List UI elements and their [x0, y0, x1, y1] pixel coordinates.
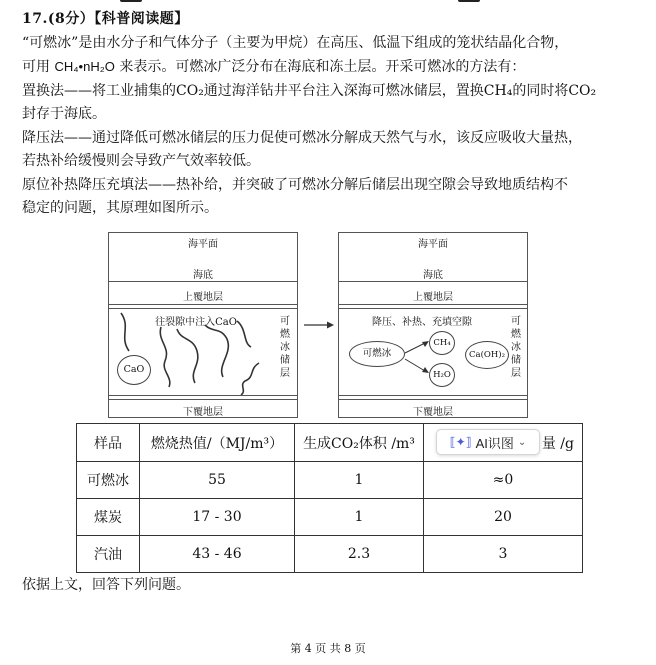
table-cell: 55 — [140, 462, 295, 499]
diagram-right-panel — [338, 232, 528, 418]
right-sea-floor-line — [339, 281, 527, 282]
table-cell: 43 - 46 — [140, 536, 295, 573]
table-cell: 1 — [295, 499, 424, 536]
chevron-down-icon: ⌄ — [517, 436, 527, 448]
right-caoh2-circle: Ca(OH)₂ — [465, 341, 509, 369]
table-cell: 煤炭 — [77, 499, 140, 536]
table-row — [77, 536, 583, 573]
right-reservoir-label: 可燃冰储层 — [511, 316, 521, 379]
right-decompose-arrows-icon — [403, 337, 433, 381]
left-sea-floor-line — [109, 281, 297, 282]
diagram-left-panel — [108, 232, 298, 418]
right-lower-layer-label: 下覆地层 — [413, 407, 453, 418]
principle-diagram — [108, 232, 530, 418]
right-hydrate-circle: 可燃冰 — [349, 341, 405, 367]
left-inject-label: 往裂隙中注入CaO — [155, 317, 237, 328]
table-row — [77, 499, 583, 536]
right-lower-boundary — [339, 395, 527, 400]
right-upper-boundary — [339, 304, 527, 309]
paragraph-replacement-line1: 置换法——将工业捕集的CO₂通过海洋钻井平台注入深海可燃冰储层，置换CH₄的同时将CO₂ — [22, 82, 597, 99]
paragraph-insitu-line1: 原位补热降压充填法——热补给，并突破了可燃冰分解后储层出现空隙会导致地质结构不 — [22, 176, 568, 193]
paragraph-intro-line2 — [22, 55, 642, 80]
right-sea-level-label: 海平面 — [418, 239, 448, 250]
previous-page-edge — [0, 0, 656, 4]
left-sea-floor-label: 海底 — [193, 270, 213, 281]
right-sea-floor-label: 海底 — [423, 270, 443, 281]
table-cell: 1 — [295, 462, 424, 499]
ai-recognize-button[interactable] — [436, 429, 540, 455]
header-mass: 量 /g — [424, 424, 583, 462]
right-upper-layer-label: 上覆地层 — [413, 292, 453, 303]
instruction-text: 依据上文，回答下列问题。 — [22, 577, 190, 593]
intro-prefix: 可用 — [22, 59, 50, 75]
left-reservoir-label: 可燃冰储层 — [280, 316, 290, 379]
paragraph-replacement-line2: 封存于海底。 — [22, 106, 106, 122]
left-sea-level-label: 海平面 — [188, 239, 218, 250]
paragraph-intro-line1: “可燃冰”是由水分子和气体分子（主要为甲烷）在高压、低温下组成的笼状结晶化合物， — [22, 34, 569, 51]
intro-suffix: 来表示。可燃冰广泛分布在海底和冻土层。开采可燃冰的方法有： — [119, 59, 526, 75]
table-row — [77, 462, 583, 499]
table-cell: 可燃冰 — [77, 462, 140, 499]
right-h2o-circle: H₂O — [429, 363, 455, 387]
left-upper-layer-label: 上覆地层 — [183, 292, 223, 303]
hydrate-formula: CH₄•nH₂O — [54, 59, 115, 74]
right-ch4-circle: CH₄ — [429, 331, 455, 355]
ai-scan-icon: ⟦✦⟧ — [449, 435, 472, 449]
ai-recognize-label: AI识图 — [475, 435, 514, 451]
page-number: 第 4 页 共 8 页 — [290, 642, 366, 655]
left-lower-boundary — [109, 395, 297, 400]
header-heat-value: 燃烧热值/（MJ/m³） — [140, 424, 295, 462]
table-cell: 17 - 30 — [140, 499, 295, 536]
transition-arrow-icon — [304, 320, 334, 330]
paragraph-depressurization-line2: 若热补给缓慢则会导致产气效率较低。 — [22, 153, 260, 169]
right-process-label: 降压、补热、充填空隙 — [372, 317, 472, 328]
paragraph-depressurization-line1: 降压法——通过降低可燃冰储层的压力促使可燃冰分解成天然气与水，该反应吸收大量热， — [22, 129, 582, 146]
table-cell: 20 — [424, 499, 583, 536]
table-cell: 2.3 — [295, 536, 424, 573]
table-cell: ≈0 — [424, 462, 583, 499]
paragraph-insitu-line2: 稳定的问题，其原理如图所示。 — [22, 200, 218, 216]
left-cao-circle: CaO — [117, 355, 151, 385]
question-body — [22, 8, 642, 221]
table-cell: 3 — [424, 536, 583, 573]
left-lower-layer-label: 下覆地层 — [183, 407, 223, 418]
header-co2-volume: 生成CO₂体积 /m³ — [295, 424, 424, 462]
table-cell: 汽油 — [77, 536, 140, 573]
question-heading: 17.(8分）【科普阅读题】 — [22, 11, 189, 27]
header-sample: 样品 — [77, 424, 140, 462]
